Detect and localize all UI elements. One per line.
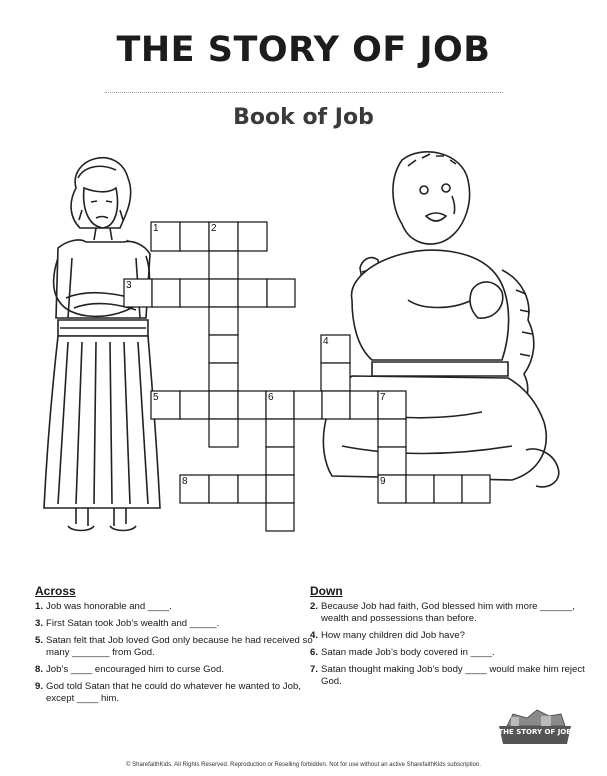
clue-text: Satan thought making Job’s body ____ would make him reject God. <box>321 664 585 687</box>
clue-down-2 <box>310 601 590 625</box>
grid-number-2: 2 <box>211 223 217 234</box>
page-title: THE STORY OF JOB <box>116 30 491 70</box>
grid-number-4: 4 <box>323 336 329 347</box>
clue-down-6 <box>310 647 590 659</box>
down-clues <box>310 584 590 693</box>
grid-number-6: 6 <box>268 392 274 403</box>
grid-number-1: 1 <box>153 223 159 234</box>
down-heading: Down <box>310 584 343 598</box>
clue-across-9 <box>35 681 315 705</box>
clue-down-4 <box>310 630 590 642</box>
clue-number: 2 . <box>310 601 319 625</box>
clue-number: 9 . <box>35 681 44 705</box>
clue-number: 4 . <box>310 630 319 642</box>
across-heading: Across <box>35 584 76 598</box>
across-clues <box>35 584 315 710</box>
clue-across-3 <box>35 618 315 630</box>
story-logo <box>497 708 573 748</box>
clue-across-5 <box>35 635 315 659</box>
clue-text: God told Satan that he could do whatever he wanted to Job, except ____ him. <box>46 681 301 704</box>
grid-number-5: 5 <box>153 392 159 403</box>
grid-row-3 <box>124 279 295 307</box>
clue-number: 8 . <box>35 664 44 676</box>
clue-number: 7 . <box>310 664 319 688</box>
grid-col-7 <box>378 419 406 475</box>
clue-down-7 <box>310 664 590 688</box>
clue-number: 1 . <box>35 601 44 613</box>
copyright-footer: © SharefaithKids. All Rights Reserved. Reproduction or Reselling forbidden. Not for use without an active SharefaithKids subscription. <box>126 762 481 768</box>
clue-number: 3 . <box>35 618 44 630</box>
clue-text: Satan made Job’s body covered in ____. <box>321 647 495 658</box>
grid-number-9: 9 <box>380 476 386 487</box>
grid-number-7: 7 <box>380 392 386 403</box>
grid-col-6 <box>266 419 294 531</box>
clue-text: Satan felt that Job loved God only because he had received so many _______ from God. <box>46 635 313 658</box>
clue-text: How many children did Job have? <box>321 630 465 641</box>
clue-across-8 <box>35 664 315 676</box>
grid-row-9 <box>378 475 490 503</box>
grid-number-3: 3 <box>126 280 132 291</box>
grid-col-2 <box>209 251 238 447</box>
logo-text: THE STORY OF JOB <box>498 728 572 736</box>
grid-row-8 <box>180 475 266 503</box>
grid-row-5 <box>151 391 406 419</box>
clue-number: 5 . <box>35 635 44 659</box>
clue-text: Job’s ____ encouraged him to curse God. <box>46 664 224 675</box>
clue-text: Because Job had faith, God blessed him with more ______, wealth and possessions than before. <box>321 601 575 624</box>
page-subtitle: Book of Job <box>233 105 374 130</box>
grid-number-8: 8 <box>182 476 188 487</box>
clue-across-1 <box>35 601 315 613</box>
clue-text: First Satan took Job’s wealth and _____. <box>46 618 220 629</box>
grid-row-1 <box>151 222 267 251</box>
clue-number: 6 . <box>310 647 319 659</box>
clue-text: Job was honorable and ____. <box>46 601 172 612</box>
